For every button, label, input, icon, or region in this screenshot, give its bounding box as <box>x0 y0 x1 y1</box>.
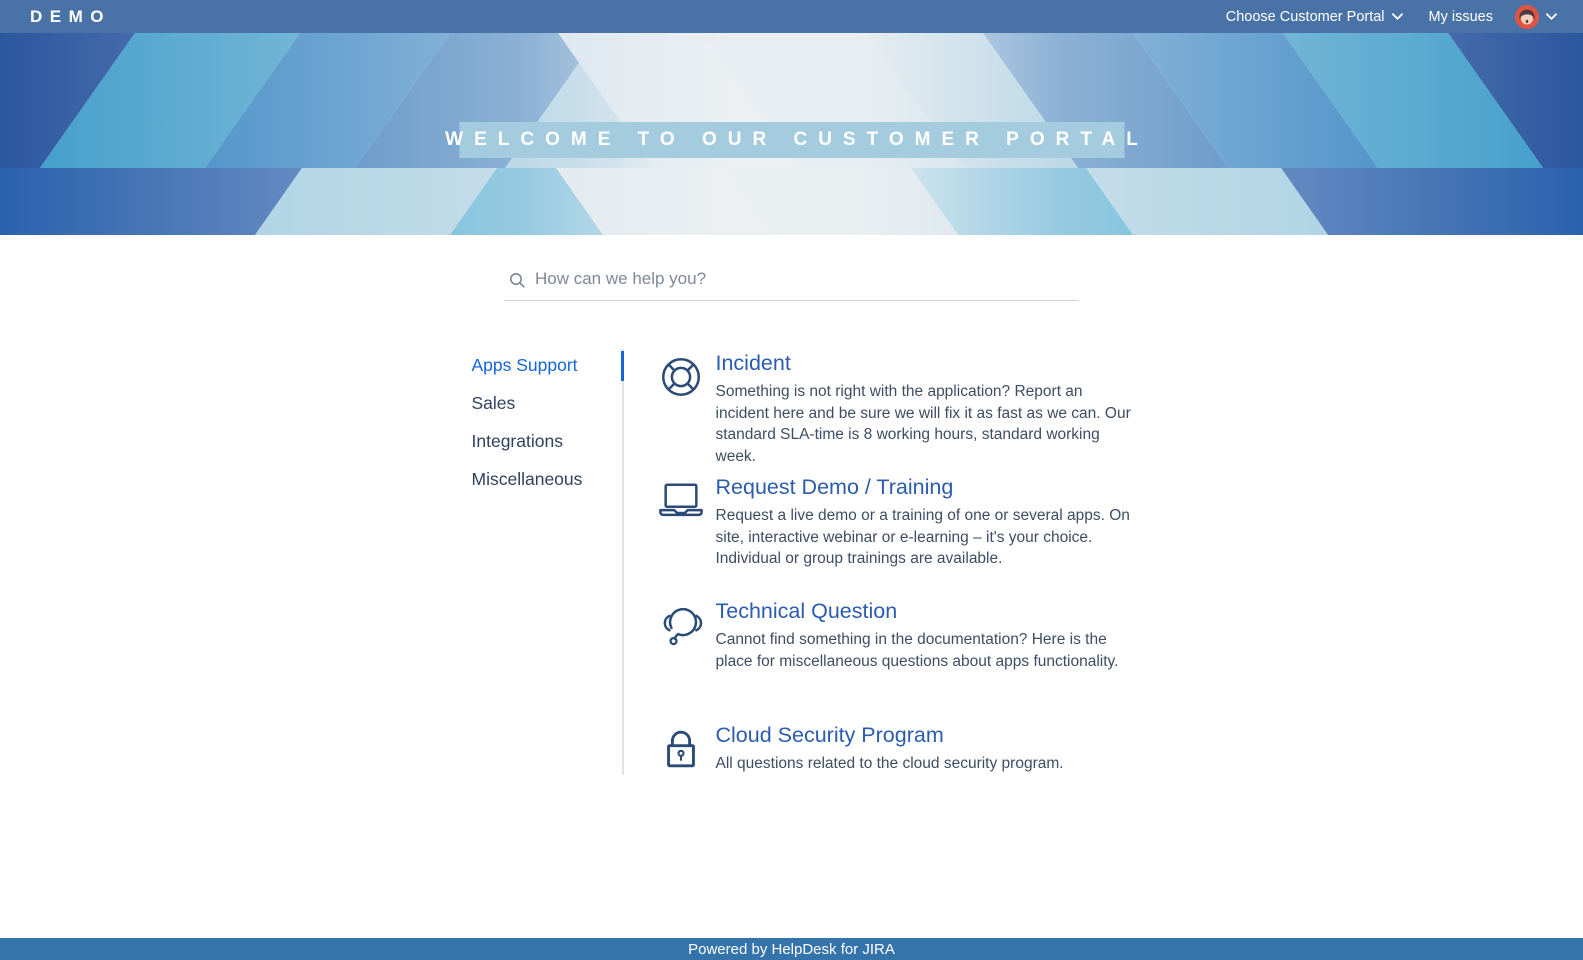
sidebar-item-miscellaneous[interactable]: Miscellaneous <box>471 469 583 489</box>
request-group-sidebar <box>472 349 622 775</box>
my-issues-link[interactable]: My issues <box>1428 8 1493 25</box>
lock-icon <box>658 726 704 772</box>
chevron-down-icon <box>1392 13 1403 20</box>
chevron-down-icon <box>1546 13 1557 20</box>
choose-customer-portal-dropdown[interactable]: Choose Customer Portal <box>1226 9 1403 25</box>
request-type-description: All questions related to the cloud security program. <box>715 755 1064 772</box>
request-type-list <box>658 349 1134 775</box>
top-navigation-bar <box>0 0 1583 33</box>
page-title: WELCOME TO OUR CUSTOMER PORTAL <box>445 129 1149 150</box>
request-type-title: Incident <box>715 351 791 375</box>
search-icon <box>509 272 526 289</box>
laptop-icon <box>658 478 704 524</box>
request-type-cloud-security-program[interactable] <box>658 723 1134 775</box>
request-type-description: Cannot find something in the documentation? Here is the place for miscellaneous questions about apps functionality. <box>715 631 1119 670</box>
request-type-incident[interactable] <box>658 351 1134 475</box>
request-type-description: Something is not right with the application? Report an incident here and be sure we will fix it as fast as we can. Our standard SLA-time is 8 working hours, standard working week. <box>715 383 1131 465</box>
footer-bar <box>0 938 1583 960</box>
sidebar-item-sales[interactable]: Sales <box>471 393 516 413</box>
request-type-title: Cloud Security Program <box>715 723 944 747</box>
request-type-title: Technical Question <box>715 599 898 623</box>
user-avatar <box>1515 5 1539 29</box>
request-type-technical-question[interactable] <box>658 599 1134 723</box>
powered-by-link[interactable]: Powered by HelpDesk for JIRA <box>688 940 895 958</box>
sidebar-item-integrations[interactable]: Integrations <box>471 431 563 451</box>
request-type-request-demo-training[interactable] <box>658 475 1134 599</box>
hero-title-band <box>445 122 1149 158</box>
sidebar-item-apps-support[interactable]: Apps Support <box>472 354 622 377</box>
topbar-nav <box>1226 5 1557 29</box>
request-type-description: Request a live demo or a training of one or several apps. On site, interactive webinar or e-learning – it's your choice. Individual or group trainings are available. <box>715 507 1130 567</box>
search-input[interactable] <box>504 261 1079 301</box>
portal-logo: DEMO <box>30 6 111 26</box>
user-menu[interactable] <box>1515 5 1557 29</box>
hero-banner <box>0 33 1583 235</box>
search-bar <box>504 261 1079 301</box>
lifebuoy-icon <box>658 354 704 400</box>
request-type-title: Request Demo / Training <box>715 475 954 499</box>
headset-icon <box>658 602 704 648</box>
vertical-divider <box>622 349 624 775</box>
portal-content <box>0 261 1583 938</box>
